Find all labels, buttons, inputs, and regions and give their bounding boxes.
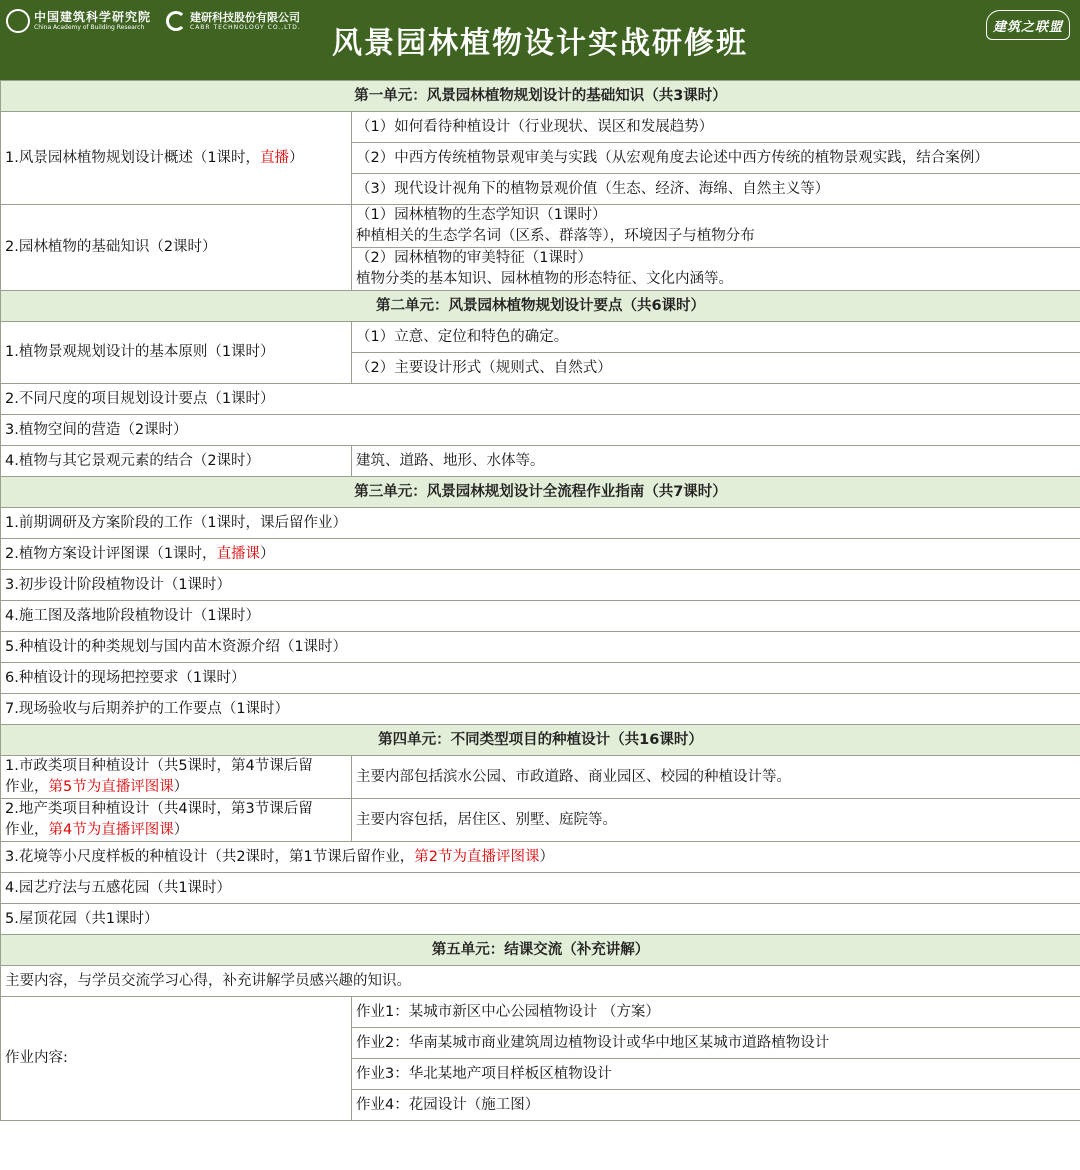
unit-header-row bbox=[1, 477, 1080, 508]
unit-header-row bbox=[1, 81, 1080, 112]
detail-line: 种植相关的生态学名词（区系、群落等），环境因子与植物分布 bbox=[356, 228, 755, 244]
lesson-cell bbox=[1, 842, 1080, 873]
lesson-cell: 1.前期调研及方案阶段的工作（1课时，课后留作业） bbox=[1, 508, 1080, 539]
detail-cell: （2）中西方传统植物景观审美与实践（从宏观角度去论述中西方传统的植物景观实践，结合案例） bbox=[352, 143, 1080, 174]
table-row bbox=[1, 322, 1080, 353]
lesson-text: 1.市政类项目种植设计（共5课时，第4节课后留 bbox=[5, 758, 313, 774]
brand-logo: 建筑之联盟 bbox=[986, 10, 1070, 40]
table-row bbox=[1, 570, 1080, 601]
table-row bbox=[1, 663, 1080, 694]
lesson-cell: 5.种植设计的种类规划与国内苗木资源介绍（1课时） bbox=[1, 632, 1080, 663]
table-row bbox=[1, 632, 1080, 663]
lesson-cell: 主要内容，与学员交流学习心得，补充讲解学员感兴趣的知识。 bbox=[1, 966, 1080, 997]
detail-cell bbox=[352, 248, 1080, 291]
unit-title: 第三单元：风景园林规划设计全流程作业指南（共7课时） bbox=[1, 477, 1080, 508]
detail-cell: （3）现代设计视角下的植物景观价值（生态、经济、海绵、自然主义等） bbox=[352, 174, 1080, 205]
homework-item: 作业3：华北某地产项目样板区植物设计 bbox=[352, 1059, 1080, 1090]
lesson-cell: 4.施工图及落地阶段植物设计（1课时） bbox=[1, 601, 1080, 632]
lesson-cell: 3.初步设计阶段植物设计（1课时） bbox=[1, 570, 1080, 601]
detail-cell: （1）如何看待种植设计（行业现状、误区和发展趋势） bbox=[352, 112, 1080, 143]
live-highlight: 直播课 bbox=[216, 545, 261, 562]
lesson-text: 1.风景园林植物规划设计概述（1课时， bbox=[5, 149, 261, 166]
lesson-cell bbox=[1, 756, 352, 799]
live-highlight: 直播 bbox=[260, 149, 290, 166]
homework-item: 作业2：华南某城市商业建筑周边植物设计或华中地区某城市道路植物设计 bbox=[352, 1028, 1080, 1059]
course-table bbox=[0, 80, 1080, 1121]
lesson-cell: 5.屋顶花园（共1课时） bbox=[1, 904, 1080, 935]
unit-title: 第五单元：结课交流（补充讲解） bbox=[1, 935, 1080, 966]
table-row bbox=[1, 205, 1080, 248]
table-row bbox=[1, 997, 1080, 1028]
table-row bbox=[1, 508, 1080, 539]
detail-line: （1）园林植物的生态学知识（1课时） bbox=[356, 207, 607, 223]
lesson-cell: 3.植物空间的营造（2课时） bbox=[1, 415, 1080, 446]
detail-cell: （1）立意、定位和特色的确定。 bbox=[352, 322, 1080, 353]
lesson-cell: 7.现场验收与后期养护的工作要点（1课时） bbox=[1, 694, 1080, 725]
lesson-text-tail: ） bbox=[260, 545, 275, 562]
lesson-cell bbox=[1, 799, 352, 842]
table-row bbox=[1, 601, 1080, 632]
cabr-tech-name-en: CABR TECHNOLOGY CO.,LTD. bbox=[190, 23, 301, 31]
lesson-cell bbox=[1, 539, 1080, 570]
unit-title: 第二单元：风景园林植物规划设计要点（共6课时） bbox=[1, 291, 1080, 322]
table-row bbox=[1, 756, 1080, 799]
live-highlight: 第4节为直播评图课 bbox=[48, 822, 174, 838]
unit-title: 第四单元：不同类型项目的种植设计（共16课时） bbox=[1, 725, 1080, 756]
table-row bbox=[1, 904, 1080, 935]
cabr-name-cn: 中国建筑科学研究院 bbox=[34, 10, 152, 24]
detail-cell: 主要内容包括，居住区、别墅、庭院等。 bbox=[352, 799, 1080, 842]
lesson-text-tail: ） bbox=[289, 149, 304, 166]
lesson-text: 2.植物方案设计评图课（1课时， bbox=[5, 545, 217, 562]
page-header bbox=[0, 0, 1080, 80]
lesson-text-tail: ） bbox=[173, 822, 189, 838]
table-row bbox=[1, 112, 1080, 143]
homework-item: 作业4：花园设计（施工图） bbox=[352, 1090, 1080, 1121]
homework-item: 作业1：某城市新区中心公园植物设计 （方案） bbox=[352, 997, 1080, 1028]
page-title: 风景园林植物设计实战研修班 bbox=[332, 26, 748, 61]
cabr-name-en: China Academy of Building Research bbox=[34, 24, 145, 31]
lesson-cell: 4.园艺疗法与五感花园（共1课时） bbox=[1, 873, 1080, 904]
lesson-cell: 6.种植设计的现场把控要求（1课时） bbox=[1, 663, 1080, 694]
live-highlight: 第5节为直播评图课 bbox=[48, 779, 174, 795]
table-row bbox=[1, 873, 1080, 904]
detail-line: 植物分类的基本知识、园林植物的形态特征、文化内涵等。 bbox=[356, 271, 733, 287]
lesson-cell: 1.植物景观规划设计的基本原则（1课时） bbox=[1, 322, 352, 384]
detail-line: （2）园林植物的审美特征（1课时） bbox=[356, 250, 592, 266]
detail-cell: （2）主要设计形式（规则式、自然式） bbox=[352, 353, 1080, 384]
lesson-text-tail: ） bbox=[539, 848, 555, 865]
lesson-text: 作业， bbox=[5, 779, 49, 795]
unit-title: 第一单元：风景园林植物规划设计的基础知识（共3课时） bbox=[1, 81, 1080, 112]
table-row bbox=[1, 539, 1080, 570]
lesson-cell: 2.园林植物的基础知识（2课时） bbox=[1, 205, 352, 291]
lesson-cell: 2.不同尺度的项目规划设计要点（1课时） bbox=[1, 384, 1080, 415]
table-row bbox=[1, 694, 1080, 725]
cabr-tech-name-cn: 建研科技股份有限公司 bbox=[190, 10, 300, 24]
detail-cell: 建筑、道路、地形、水体等。 bbox=[352, 446, 1080, 477]
detail-cell bbox=[352, 205, 1080, 248]
unit-header-row bbox=[1, 935, 1080, 966]
live-highlight: 第2节为直播评图课 bbox=[414, 848, 540, 865]
unit-header-row bbox=[1, 291, 1080, 322]
lesson-text: 2.地产类项目种植设计（共4课时，第3节课后留 bbox=[5, 801, 313, 817]
table-row bbox=[1, 415, 1080, 446]
table-row bbox=[1, 799, 1080, 842]
unit-header-row bbox=[1, 725, 1080, 756]
table-row bbox=[1, 966, 1080, 997]
lesson-text: 作业， bbox=[5, 822, 49, 838]
table-row bbox=[1, 384, 1080, 415]
homework-label: 作业内容: bbox=[1, 997, 352, 1121]
lesson-cell bbox=[1, 112, 352, 205]
lesson-text-tail: ） bbox=[173, 779, 189, 795]
lesson-cell: 4.植物与其它景观元素的结合（2课时） bbox=[1, 446, 352, 477]
lesson-text: 3.花境等小尺度样板的种植设计（共2课时，第1节课后留作业， bbox=[5, 848, 415, 865]
detail-cell: 主要内部包括滨水公园、市政道路、商业园区、校园的种植设计等。 bbox=[352, 756, 1080, 799]
table-row bbox=[1, 446, 1080, 477]
table-row bbox=[1, 842, 1080, 873]
